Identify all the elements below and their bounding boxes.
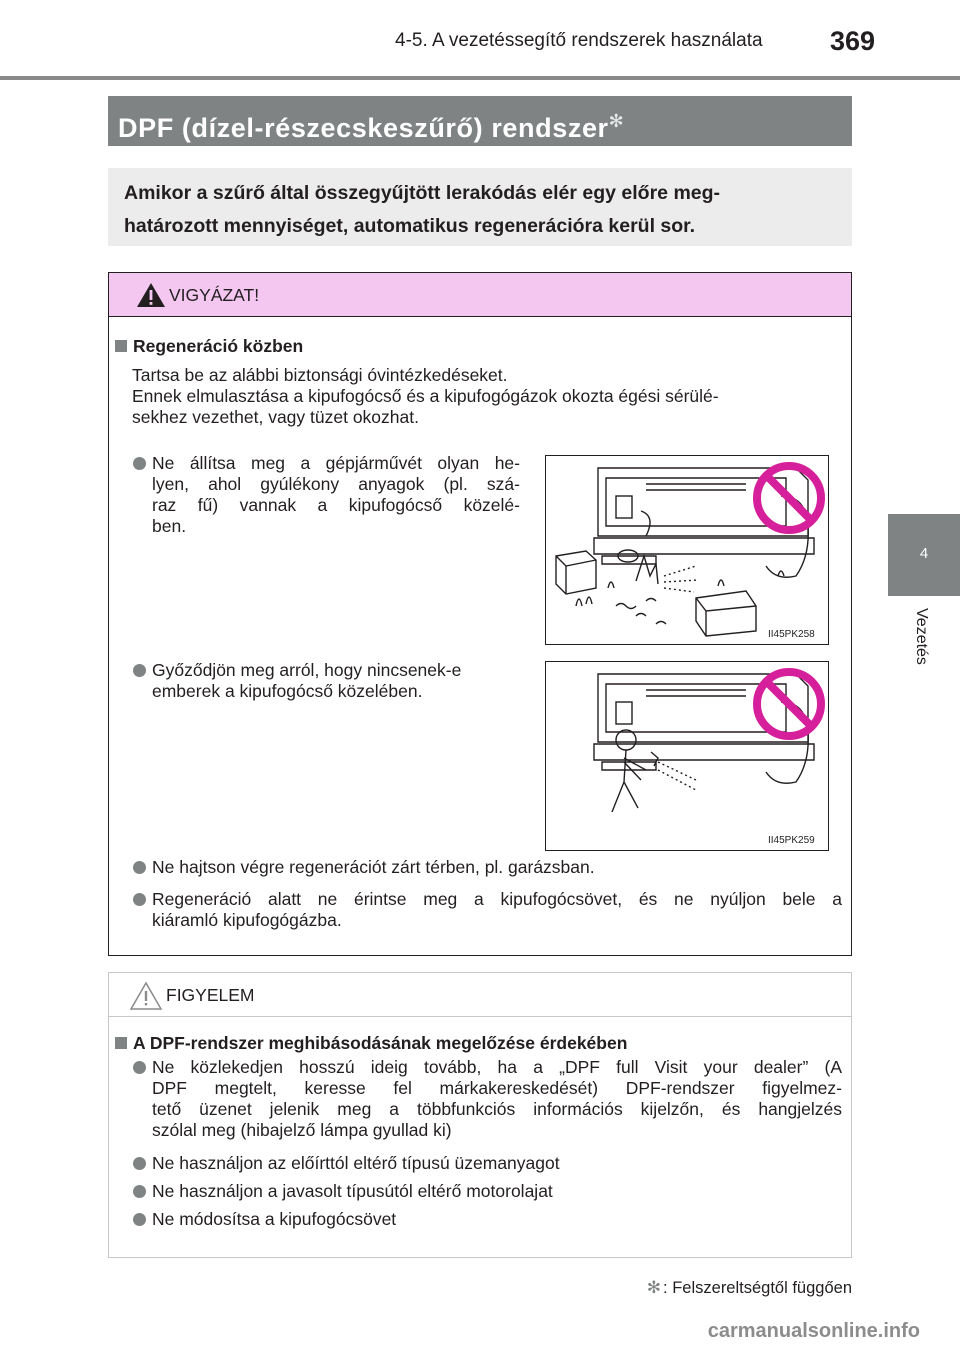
truck-exhaust-person-illustration (546, 662, 828, 850)
notice-header (109, 973, 851, 1017)
caution-header (109, 273, 851, 317)
figure-code: II45PK259 (768, 835, 815, 846)
intro-box (108, 168, 852, 246)
figure-people-nearby (545, 661, 829, 851)
intro-line-1: Amikor a szűrő által összegyűjtött lerakódás elér egy előre meg- (124, 182, 721, 204)
section-title: 4-5. A vezetéssegítő rendszerek használata (395, 30, 763, 51)
item-line: szólal meg (hibajelző lámpa gyullad ki) (152, 1120, 452, 1140)
chapter-label: Vezetés (913, 608, 930, 665)
page-number: 369 (830, 26, 876, 56)
caution-item-3: Ne hajtson végre regenerációt zárt térben, pl. garázsban. (152, 857, 595, 877)
page-title (108, 96, 852, 146)
footnote-text: : Felszereltségtől függően (663, 1279, 852, 1297)
chapter-tab: 4 (888, 514, 960, 596)
bullet-dot-icon (133, 1061, 146, 1074)
truck-exhaust-grass-illustration (546, 456, 828, 644)
item-line: raz fű) vannak a kipufogócső közelé- (152, 495, 520, 515)
title-text: DPF (dízel-részecskeszűrő) rendszer (118, 113, 609, 143)
figure-code: II45PK258 (768, 629, 815, 640)
caution-box (108, 272, 852, 956)
notice-item-1 (152, 1057, 842, 1141)
caution-paragraph-line: Ennek elmulasztása a kipufogócső és a kipufogógázok okozta égési sérülé- (132, 386, 719, 406)
item-line: Ne állítsa meg a gépjárművét olyan he- (152, 453, 520, 473)
header-divider (0, 76, 960, 80)
item-line: Ne közlekedjen hosszú ideig tovább, ha a „DPF full Visit your dealer” (A (152, 1057, 842, 1077)
item-line: tető üzenet jelenik meg a többfunkciós információs kijelzőn, és hangjelzés (152, 1099, 842, 1119)
warning-triangle-icon (135, 281, 167, 309)
intro-line-2: határozott mennyiséget, automatikus regenerációra kerül sor. (124, 215, 696, 237)
figure-flammable-materials (545, 455, 829, 645)
bullet-dot-icon (133, 457, 146, 470)
notice-item-3: Ne használjon a javasolt típusútól eltérő motorolajat (152, 1181, 553, 1201)
notice-box (108, 972, 852, 1258)
bullet-dot-icon (133, 893, 146, 906)
footnote (647, 1278, 852, 1298)
caution-paragraph-line: sekhez vezethet, vagy tüzet okozhat. (132, 407, 419, 427)
notice-subhead: A DPF-rendszer meghibásodásának megelőzése érdekében (115, 1033, 627, 1054)
notice-item-4: Ne módosítsa a kipufogócsövet (152, 1209, 397, 1229)
caution-paragraph-line: Tartsa be az alábbi biztonsági óvintézkedéseket. (132, 365, 508, 385)
notice-title: FIGYELEM (166, 985, 255, 1005)
caution-item-2 (152, 660, 532, 702)
bullet-dot-icon (133, 1157, 146, 1170)
title-mark: ✻ (608, 111, 625, 131)
bullet-dot-icon (133, 1185, 146, 1198)
bullet-dot-icon (133, 664, 146, 677)
caution-item-1-end: ben. (152, 516, 187, 536)
item-line: Győződjön meg arról, hogy nincsenek-e (152, 660, 462, 680)
page-header (0, 0, 960, 78)
watermark: carmanualsonline.info (707, 1320, 920, 1342)
caution-item-4 (152, 889, 842, 931)
item-line: emberek a kipufogócső közelében. (152, 681, 423, 701)
caution-title: VIGYÁZAT! (169, 285, 260, 305)
item-line: lyen, ahol gyúlékony anyagok (pl. szá- (152, 474, 520, 494)
item-line: Regeneráció alatt ne érintse meg a kipufogócsövet, és ne nyúljon bele a (152, 889, 842, 909)
bullet-dot-icon (133, 1213, 146, 1226)
square-bullet-icon (115, 1037, 127, 1049)
bullet-dot-icon (133, 861, 146, 874)
caution-item-1 (152, 453, 520, 516)
footnote-mark: ✻ (646, 1278, 662, 1297)
notice-item-2: Ne használjon az előírttól eltérő típusú üzemanyagot (152, 1153, 560, 1173)
item-line: kiáramló kipufogógázba. (152, 910, 342, 930)
notice-triangle-icon (129, 981, 163, 1011)
caution-paragraph (132, 365, 842, 428)
square-bullet-icon (115, 340, 127, 352)
item-line: DPF megtelt, keresse fel márkakereskedését) DPF-rendszer figyelmez- (152, 1078, 842, 1098)
caution-subhead: Regeneráció közben (115, 336, 303, 357)
